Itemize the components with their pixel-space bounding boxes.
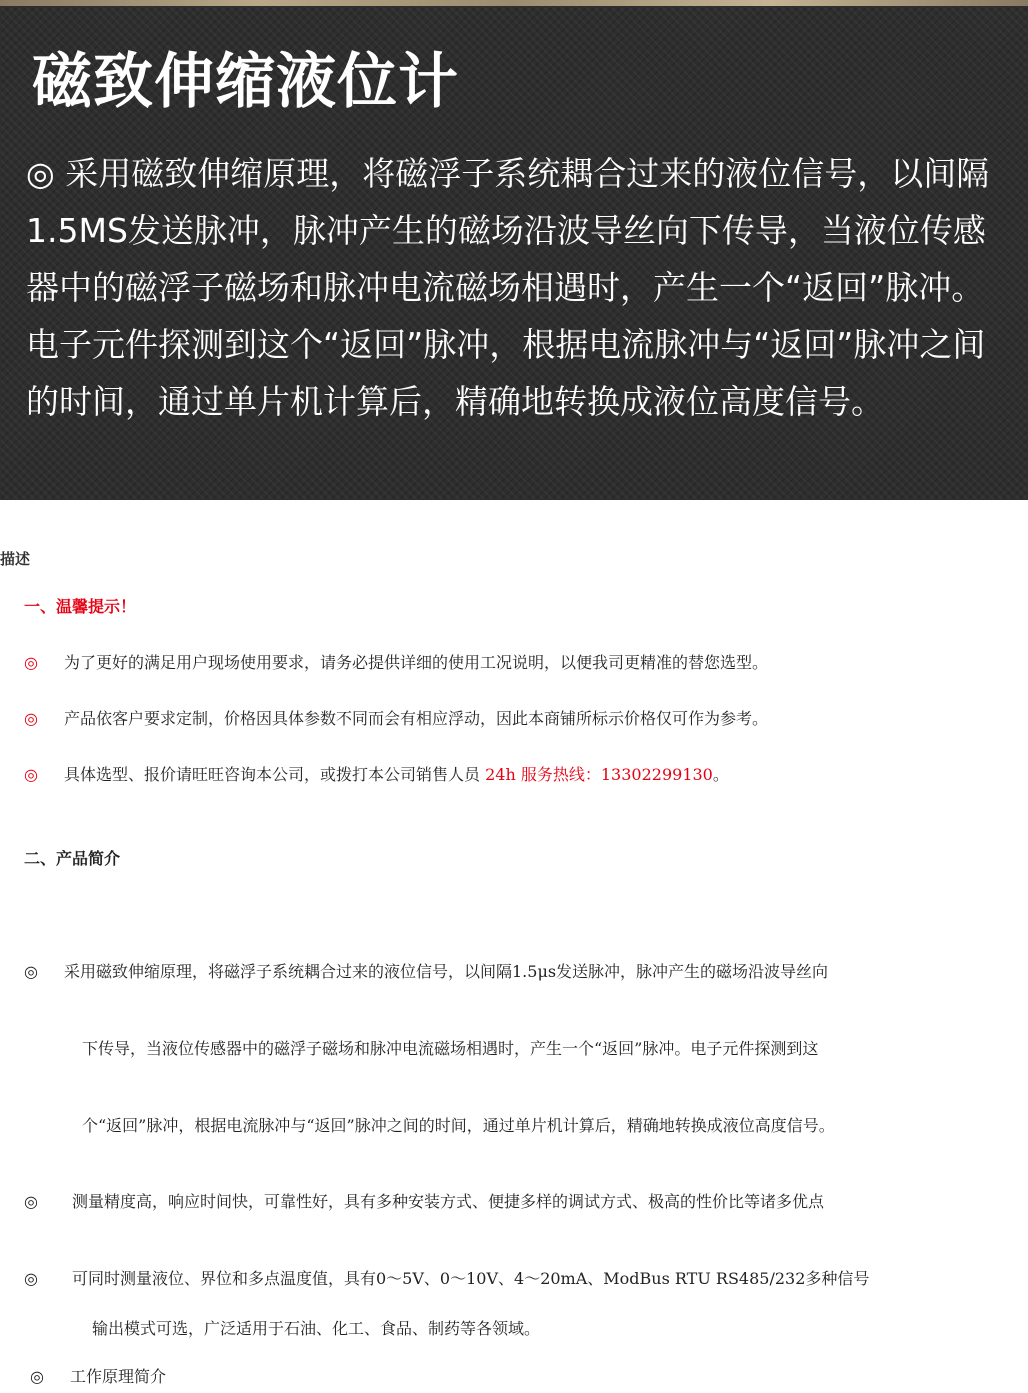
- tip-contact-item: [24, 762, 729, 785]
- bullet-marker: ◎: [30, 1367, 44, 1386]
- banner-description: ◎ 采用磁致伸缩原理，将磁浮子系统耦合过来的液位信号，以间隔1.5MS发送脉冲，脉冲产生的磁场沿波导丝向下传导，当液位传感器中的磁浮子磁场和脉冲电流磁场相遇时，产生一个“返回”脉冲。电子元件探测到这个“返回”脉冲，根据电流脉冲与“返回”脉冲之间的时间，通过单片机计算后，精确地转换成液位高度信号。: [26, 154, 990, 421]
- intro-paragraph: [24, 1266, 869, 1289]
- bullet-marker: ◎: [24, 1269, 38, 1288]
- hotline-label: 24h 服务热线：: [485, 765, 601, 784]
- bullet-marker: ◎: [24, 962, 38, 981]
- intro-para1-line1: 采用磁致伸缩原理，将磁浮子系统耦合过来的液位信号，以间隔1.5μs发送脉冲，脉冲产生的磁场沿波导丝向: [64, 962, 829, 981]
- hotline-number: 13302299130: [600, 765, 713, 784]
- banner-top-strip: [0, 0, 1028, 6]
- bullet-marker: ◎: [24, 709, 38, 728]
- contact-text: 具体选型、报价请旺旺咨询本公司，或拨打本公司销售人员: [64, 765, 481, 784]
- intro-para2: 测量精度高，响应时间快，可靠性好，具有多种安装方式、便捷多样的调试方式、极高的性价比等诸多优点: [72, 1192, 825, 1211]
- bullet-marker: ◎: [24, 653, 38, 672]
- intro-para1-line2: 下传导，当液位传感器中的磁浮子磁场和脉冲电流磁场相遇时，产生一个“返回”脉冲。电子元件探测到这: [82, 1039, 819, 1058]
- hotline-end: 。: [712, 765, 729, 784]
- tip-text: 为了更好的满足用户现场使用要求，请务必提供详细的使用工况说明，以便我司更精准的替您选型。: [64, 653, 769, 672]
- tip-item: [24, 650, 768, 673]
- intro-heading: 二、产品简介: [24, 849, 121, 868]
- intro-paragraph: [30, 1364, 166, 1387]
- intro-para1-line3: 个“返回”脉冲，根据电流脉冲与“返回”脉冲之间的时间，通过单片机计算后，精确地转换成液位高度信号。: [82, 1116, 835, 1135]
- bullet-marker: ◎: [24, 1192, 38, 1211]
- product-banner: [0, 0, 1028, 500]
- intro-paragraph: [24, 1188, 1004, 1216]
- tips-heading: 一、温馨提示！: [24, 597, 137, 616]
- working-principle-heading: 工作原理简介: [70, 1367, 167, 1386]
- intro-para3-line2: 输出模式可选，广泛适用于石油、化工、食品、制药等各领域。: [92, 1319, 541, 1338]
- tip-text: 产品依客户要求定制，价格因具体参数不同而会有相应浮动，因此本商铺所标示价格仅可作为参考。: [64, 709, 769, 728]
- tip-item: [24, 706, 768, 729]
- bullet-marker: ◎: [24, 765, 38, 784]
- banner-title: 磁致伸缩液位计: [32, 47, 459, 117]
- intro-paragraph: [24, 958, 1004, 986]
- intro-para3-line1: 可同时测量液位、界位和多点温度值，具有0～5V、0～10V、4～20mA、ModBus RTU RS485/232多种信号: [72, 1269, 870, 1288]
- description-label: 描述: [0, 550, 31, 568]
